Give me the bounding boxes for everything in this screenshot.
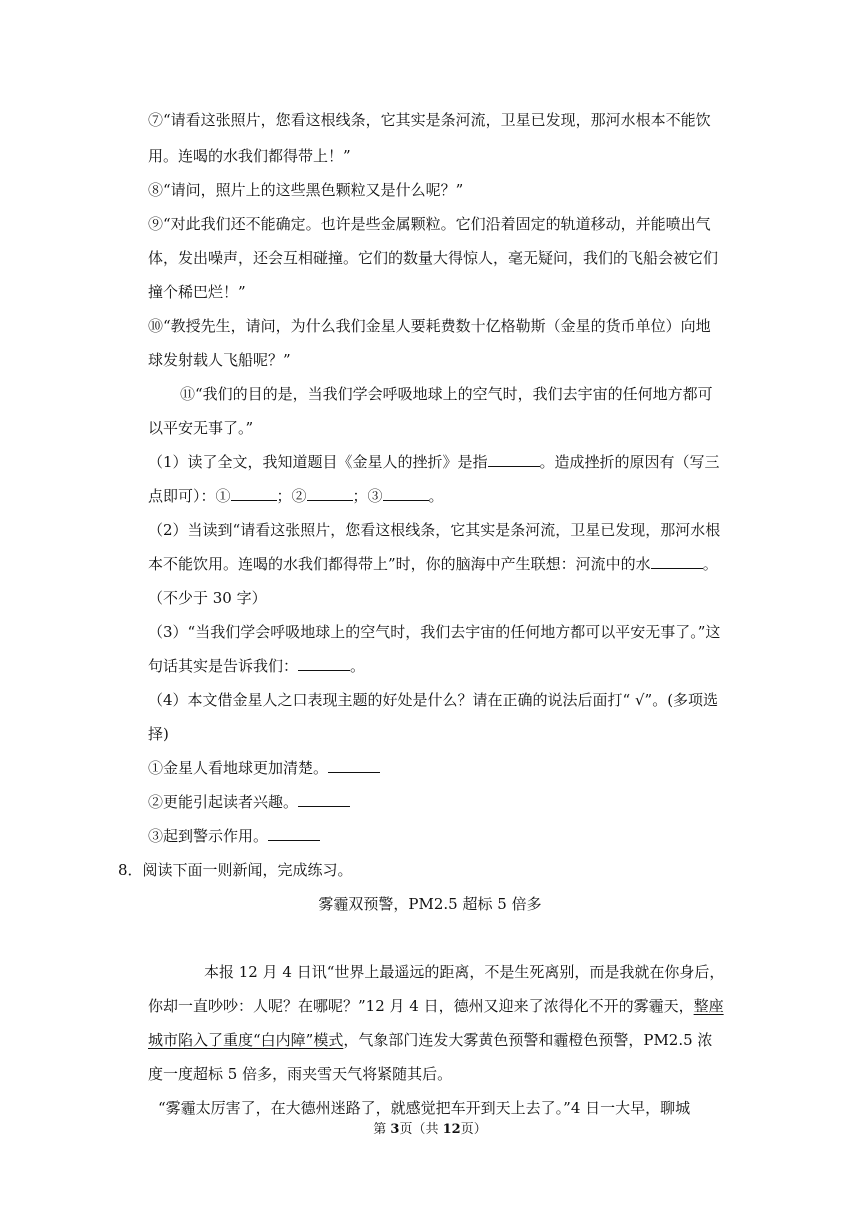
question-1-line-2 bbox=[148, 486, 444, 506]
question-3-line-2 bbox=[148, 656, 365, 676]
answer-blank-option-2[interactable] bbox=[298, 792, 350, 807]
option-3-text: ③起到警示作用。 bbox=[148, 827, 269, 845]
news-text: 你却一直吵吵：人呢？在哪呢？”12 月 4 日，德州又迎来了浓得化不开的雾霾天， bbox=[148, 997, 694, 1015]
question-4-line-1: （4）本文借金星人之口表现主题的好处是什么？请在正确的说法后面打“ √”。(多项选 bbox=[148, 691, 719, 709]
paragraph-7-line-1: ⑦“请看这张照片，您看这根线条，它其实是条河流，卫星已发现，那河水根本不能饮 bbox=[148, 111, 711, 129]
question-1-line-1 bbox=[148, 452, 720, 472]
question-2-line-3: （不少于 30 字） bbox=[148, 589, 267, 607]
news-paragraph-2-line-1: “雾霾太厉害了，在大德州迷路了，就感觉把车开到天上去了。”4 日一大早，聊城 bbox=[158, 1099, 691, 1117]
question-1-text-d: ；② bbox=[276, 487, 307, 505]
footer-text: 页） bbox=[460, 1122, 487, 1137]
paragraph-9-line-3: 撞个稀巴烂！” bbox=[148, 283, 246, 301]
page-total: 12 bbox=[442, 1122, 461, 1137]
answer-blank-option-3[interactable] bbox=[268, 826, 320, 841]
news-title: 雾霾双预警，PM2.5 超标 5 倍多 bbox=[318, 895, 542, 913]
option-2 bbox=[148, 792, 350, 812]
paragraph-9-line-2: 体，发出噪声，还会互相碰撞。它们的数量大得惊人，毫无疑问，我们的飞船会被它们 bbox=[148, 249, 719, 267]
paragraph-10-line-1: ⑩“教授先生，请问，为什么我们金星人要耗费数十亿格勒斯（金星的货币单位）向地 bbox=[148, 317, 711, 335]
page-number: 3 bbox=[390, 1122, 400, 1137]
question-1-text-f: 。 bbox=[428, 487, 444, 505]
paragraph-11-line-1: ⑪“我们的目的是，当我们学会呼吸地球上的空气时，我们去宇宙的任何地方都可 bbox=[180, 385, 713, 403]
option-3 bbox=[148, 826, 320, 846]
paragraph-9-line-1: ⑨“对此我们还不能确定。也许是些金属颗粒。它们沿着固定的轨道移动，并能喷出气 bbox=[148, 215, 711, 233]
underlined-phrase-a: 整座 bbox=[693, 997, 724, 1015]
answer-blank-reason-2[interactable] bbox=[307, 486, 353, 501]
question-1-text-c: 点即可）：① bbox=[148, 487, 231, 505]
paragraph-8: ⑧“请问，照片上的这些黑色颗粒又是什么呢？” bbox=[148, 181, 464, 199]
section-8-heading: 8．阅读下面一则新闻，完成练习。 bbox=[118, 861, 353, 879]
news-paragraph-1-line-4: 度一度超标 5 倍多，雨夹雪天气将紧随其后。 bbox=[148, 1065, 453, 1083]
footer-text: 页（共 bbox=[399, 1122, 443, 1137]
page-footer bbox=[0, 1120, 860, 1140]
underlined-phrase-b: 城市陷入了重度“白内障”模式 bbox=[148, 1031, 344, 1049]
question-2-text-a: 本不能饮用。连喝的水我们都得带上”时，你的脑海中产生联想：河流中的水 bbox=[148, 555, 651, 573]
news-paragraph-1-line-2 bbox=[148, 996, 724, 1016]
question-3-text-b: 。 bbox=[350, 657, 366, 675]
answer-blank-reason-3[interactable] bbox=[383, 486, 429, 501]
news-text: ，气象部门连发大雾黄色预警和霾橙色预警，PM2.5 浓 bbox=[343, 1031, 713, 1049]
paragraph-10-line-2: 球发射载人飞船呢？” bbox=[148, 351, 291, 369]
option-1-text: ①金星人看地球更加清楚。 bbox=[148, 759, 329, 777]
question-2-line-2 bbox=[148, 554, 718, 574]
answer-blank-option-1[interactable] bbox=[328, 758, 380, 773]
paragraph-11-line-2: 以平安无事了。” bbox=[148, 419, 254, 437]
question-3-line-1: （3）“当我们学会呼吸地球上的空气时，我们去宇宙的任何地方都可以平安无事了。”这 bbox=[148, 623, 721, 641]
answer-blank-title-meaning[interactable] bbox=[488, 452, 540, 467]
news-paragraph-1-line-3 bbox=[148, 1030, 712, 1050]
question-3-text-a: 句话其实是告诉我们： bbox=[148, 657, 299, 675]
question-1-text-b: 。造成挫折的原因有（写三 bbox=[539, 453, 720, 471]
option-1 bbox=[148, 758, 380, 778]
question-2-line-1: （2）当读到“请看这张照片，您看这根线条，它其实是条河流，卫星已发现，那河水根 bbox=[148, 521, 721, 539]
news-paragraph-1-line-1: 本报 12 月 4 日讯“世界上最遥远的距离，不是生死离别，而是我就在你身后， bbox=[204, 963, 725, 981]
option-2-text: ②更能引起读者兴趣。 bbox=[148, 793, 299, 811]
question-2-text-b: 。 bbox=[702, 555, 718, 573]
answer-blank-river-water[interactable] bbox=[651, 554, 703, 569]
question-1-text-e: ；③ bbox=[352, 487, 383, 505]
footer-text: 第 bbox=[373, 1122, 391, 1137]
question-1-text-a: （1）读了全文，我知道题目《金星人的挫折》是指 bbox=[148, 453, 488, 471]
answer-blank-reason-1[interactable] bbox=[231, 486, 277, 501]
answer-blank-tells-us[interactable] bbox=[298, 656, 350, 671]
paragraph-7-line-2: 用。连喝的水我们都得带上！” bbox=[148, 147, 351, 165]
question-4-line-2: 择) bbox=[148, 725, 169, 743]
